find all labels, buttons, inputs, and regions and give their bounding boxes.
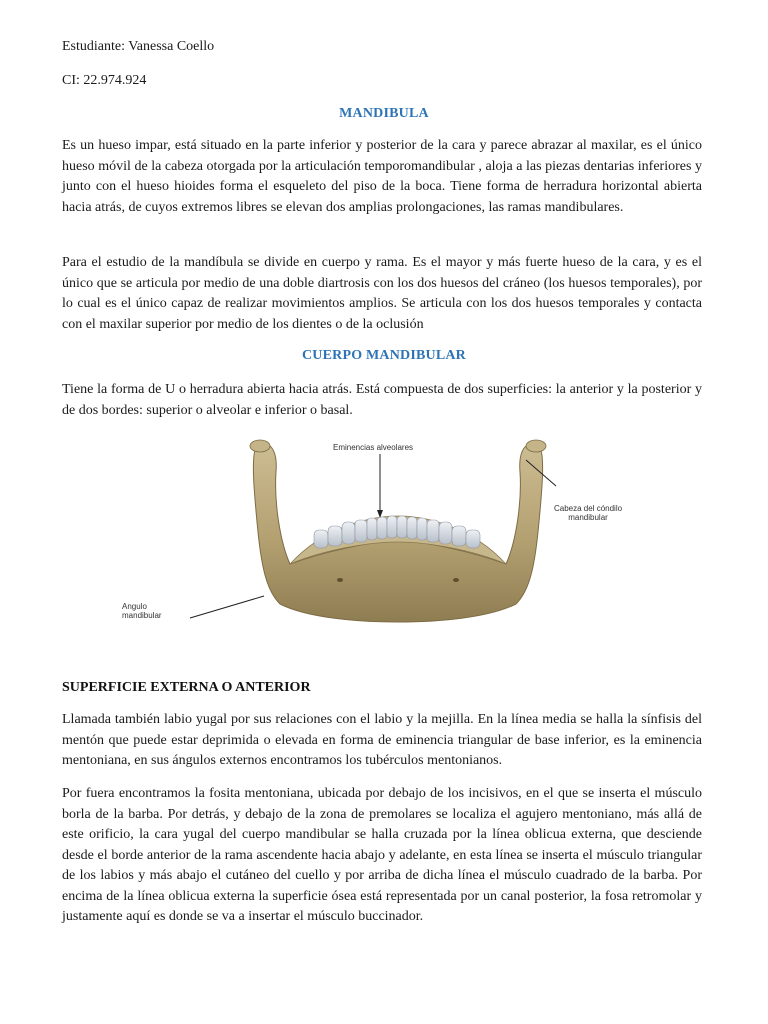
title-superficie-externa: SUPERFICIE EXTERNA O ANTERIOR [62, 680, 311, 695]
student-id: CI: 22.974.924 [62, 73, 147, 88]
condyle-right [526, 440, 546, 452]
paragraph-labio-yugal: Llamada también labio yugal por sus relaciones con el labio y la mejilla. En la línea media se halla la sínfisis del mentón que puede estar deprimida o elevada en forma de eminencia triangular de base inferior, es la eminencia mentoniana, en sus ángulos externos encontramos los tubérculos mentonianos. [62, 712, 702, 768]
label-eminencias-alveolares: Eminencias alveolares [333, 443, 414, 452]
mandible-figure [118, 432, 678, 642]
label-cabeza-condilo: Cabeza del cóndilo mandibular [554, 504, 623, 522]
mandible-illustration [118, 432, 678, 642]
condyle-left [250, 440, 270, 452]
mental-foramen-right [453, 578, 459, 582]
leader-line-angulo [190, 596, 264, 618]
paragraph-intro: Es un hueso impar, está situado en la parte inferior y posterior de la cara y parece abrazar al maxilar, es el único hueso móvil de la cabeza otorgada por la articulación temporomandibular , aloja a las piezas dentarias inferiores y junto con el hueso hioides forma el esqueleto del piso de la boca. Tiene forma de herradura horizontal abierta hacia atrás, de cuyos extremos libres se elevan dos amplias prolongaciones, las ramas mandibulares. [62, 138, 702, 215]
paragraph-cuerpo: Tiene la forma de U o herradura abierta hacia atrás. Está compuesta de dos superficies: la anterior y la posterior y de dos bordes: superior o alveolar e inferior o basal. [62, 382, 702, 418]
title-cuerpo-mandibular: CUERPO MANDIBULAR [301, 348, 466, 363]
title-mandibula: MANDIBULA [339, 106, 429, 121]
paragraph-fosita-mentoniana: Por fuera encontramos la fosita mentoniana, ubicada por debajo de los incisivos, en el que se inserta el músculo borla de la barba. Por detrás, y debajo de la zona de premolares se localiza el agujero mentoniano, más allá de este orificio, la cara yugal del cuerpo mandibular se halla cruzada por la línea oblicua externa, que desciende desde el borde anterior de la rama ascendente hacia abajo y adelante, en esta línea se inserta el músculo triangular de los labios y más abajo el cutáneo del cuello y por arriba de dicha línea el músculo cuadrado de la barba. Por encima de la línea oblicua externa la superficie ósea está representada por un canal posterior, la fosa retromolar y justamente aquí es donde se va a insertar el músculo buccinador. [62, 786, 702, 924]
student-name: Estudiante: Vanessa Coello [62, 39, 215, 54]
label-angulo-mandibular: Angulo mandibular [122, 602, 162, 620]
paragraph-estudio: Para el estudio de la mandíbula se divide en cuerpo y rama. Es el mayor y más fuerte hueso de la cara, y es el único que se articula por medio de una doble diartrosis con los dos huesos del cráneo (los huesos temporales), por lo cual es el único capaz de realizar movimientos amplios. Se articula con los dos huesos temporales y contacta con el maxilar superior por medio de los dientes o de la oclusión [62, 255, 702, 332]
mental-foramen-left [337, 578, 343, 582]
